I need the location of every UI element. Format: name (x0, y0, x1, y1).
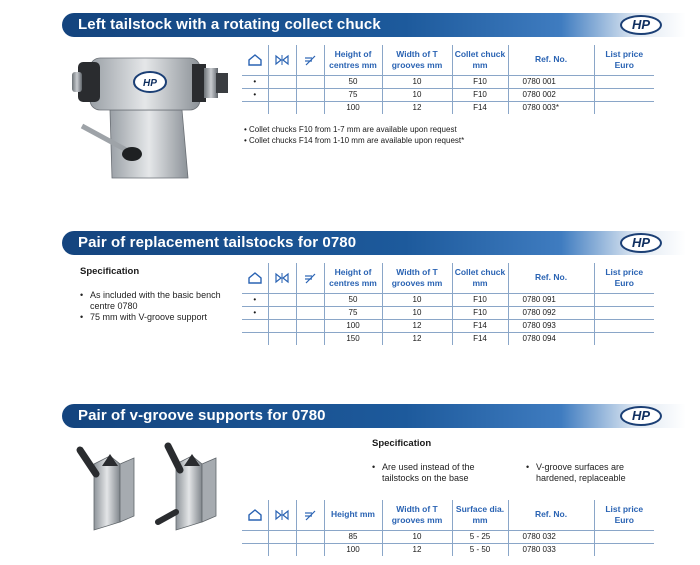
column-header-icon (268, 500, 296, 530)
table-cell: 0780 033 (508, 543, 594, 556)
column-header-collet: Collet chuck mm (452, 263, 508, 293)
table-row (242, 306, 654, 319)
table-cell: 100 (324, 101, 382, 114)
table-cell: • (242, 293, 268, 306)
table-cell: 50 (324, 75, 382, 88)
table-row (242, 101, 654, 114)
footnote: • Collet chucks F10 from 1-7 mm are available upon request (244, 125, 457, 134)
opposing-arrows-icon (275, 509, 289, 521)
table-cell: 0780 003* (508, 101, 594, 114)
table-row (242, 543, 654, 556)
column-header-icon (296, 45, 324, 75)
section-banner (62, 231, 686, 255)
section-title: Left tailstock with a rotating collect chuck (78, 16, 381, 33)
spec-table (242, 263, 654, 345)
table-cell: 10 (382, 88, 452, 101)
table-cell (242, 530, 268, 543)
table-cell: 5 - 50 (452, 543, 508, 556)
table-cell: 12 (382, 332, 452, 345)
column-header-icon (242, 500, 268, 530)
table-cell: 12 (382, 319, 452, 332)
table-cell: 75 (324, 306, 382, 319)
column-header-price: List price Euro (605, 48, 644, 70)
column-header-surface: Surface dia. mm (452, 500, 508, 530)
house-icon (248, 54, 262, 66)
house-icon (248, 509, 262, 521)
angled-line-icon (303, 54, 317, 66)
v-groove-supports-photo (72, 442, 230, 542)
hp-logo: HP (620, 406, 662, 426)
angled-line-icon (303, 272, 317, 284)
opposing-arrows-icon (275, 54, 289, 66)
table-cell: 100 (324, 319, 382, 332)
section-v-groove-supports (0, 392, 700, 565)
column-header-t-groove: Width of T grooves mm (382, 263, 452, 293)
table-row (242, 293, 654, 306)
table-row (242, 319, 654, 332)
section-banner (62, 404, 686, 428)
hp-logo: HP (620, 233, 662, 253)
section-title: Pair of replacement tailstocks for 0780 (78, 234, 357, 251)
table-cell: F10 (452, 88, 508, 101)
column-header-height: Height of centres mm (324, 263, 382, 293)
table-row (242, 332, 654, 345)
spec-table (242, 500, 654, 556)
specification-heading: Specification (80, 266, 140, 277)
column-header-icon (296, 500, 324, 530)
section-left-tailstock (0, 0, 700, 200)
table-cell: 0780 032 (508, 530, 594, 543)
table-cell: 50 (324, 293, 382, 306)
column-header-collet: Collet chuck mm (452, 45, 508, 75)
table-cell: 75 (324, 88, 382, 101)
opposing-arrows-icon (275, 272, 289, 284)
table-cell: F10 (452, 293, 508, 306)
table-cell: F14 (452, 332, 508, 345)
table-cell: 150 (324, 332, 382, 345)
spec-table (242, 45, 654, 114)
table-cell (242, 332, 268, 345)
table-cell: F10 (452, 75, 508, 88)
table-cell (242, 319, 268, 332)
section-banner (62, 13, 686, 37)
table-cell: 10 (382, 75, 452, 88)
table-cell: 0780 002 (508, 88, 594, 101)
spec-bullet: • As included with the basic bench centre 0780 (80, 290, 221, 311)
specification-heading: Specification (372, 438, 432, 449)
table-cell: 0780 092 (508, 306, 594, 319)
table-cell (242, 101, 268, 114)
table-cell: 0780 091 (508, 293, 594, 306)
table-cell: F14 (452, 319, 508, 332)
footnote: • Collet chucks F14 from 1-10 mm are available upon request* (244, 136, 465, 145)
table-cell: 0780 093 (508, 319, 594, 332)
column-header-price: List price Euro (605, 266, 644, 288)
table-cell: 85 (324, 530, 382, 543)
table-cell: F10 (452, 306, 508, 319)
column-header-ref: Ref. No. (508, 263, 594, 293)
house-icon (248, 272, 262, 284)
table-cell (242, 543, 268, 556)
column-header-icon (296, 263, 324, 293)
column-header-t-groove: Width of T grooves mm (382, 500, 452, 530)
table-cell: 10 (382, 293, 452, 306)
column-header-icon (268, 263, 296, 293)
column-header-icon (268, 45, 296, 75)
table-row (242, 75, 654, 88)
tailstock-photo (70, 48, 235, 183)
angled-line-icon (303, 509, 317, 521)
table-cell: 10 (382, 530, 452, 543)
column-header-icon (242, 263, 268, 293)
table-cell: 12 (382, 543, 452, 556)
table-cell: 5 - 25 (452, 530, 508, 543)
table-cell: • (242, 306, 268, 319)
hp-logo: HP (620, 15, 662, 35)
table-cell: • (242, 88, 268, 101)
column-header-ref: Ref. No. (508, 500, 594, 530)
section-replacement-tailstocks (0, 220, 700, 380)
table-cell: 10 (382, 306, 452, 319)
column-header-height: Height of centres mm (324, 45, 382, 75)
spec-bullet: • 75 mm with V-groove support (80, 312, 208, 322)
table-cell: • (242, 75, 268, 88)
column-header-t-groove: Width of T grooves mm (382, 45, 452, 75)
table-cell: 0780 094 (508, 332, 594, 345)
column-header-height: Height mm (324, 500, 382, 530)
spec-bullet: • V-groove surfaces are hardened, replaceable (526, 462, 626, 483)
table-row (242, 530, 654, 543)
section-title: Pair of v-groove supports for 0780 (78, 407, 326, 424)
spec-bullet: • Are used instead of the tailstocks on the base (372, 462, 475, 483)
column-header-icon (242, 45, 268, 75)
table-cell: 12 (382, 101, 452, 114)
column-header-price: List price Euro (605, 503, 644, 525)
svg-text:HP: HP (143, 78, 157, 89)
table-row (242, 88, 654, 101)
table-cell: F14 (452, 101, 508, 114)
table-cell: 100 (324, 543, 382, 556)
column-header-ref: Ref. No. (508, 45, 594, 75)
table-cell: 0780 001 (508, 75, 594, 88)
